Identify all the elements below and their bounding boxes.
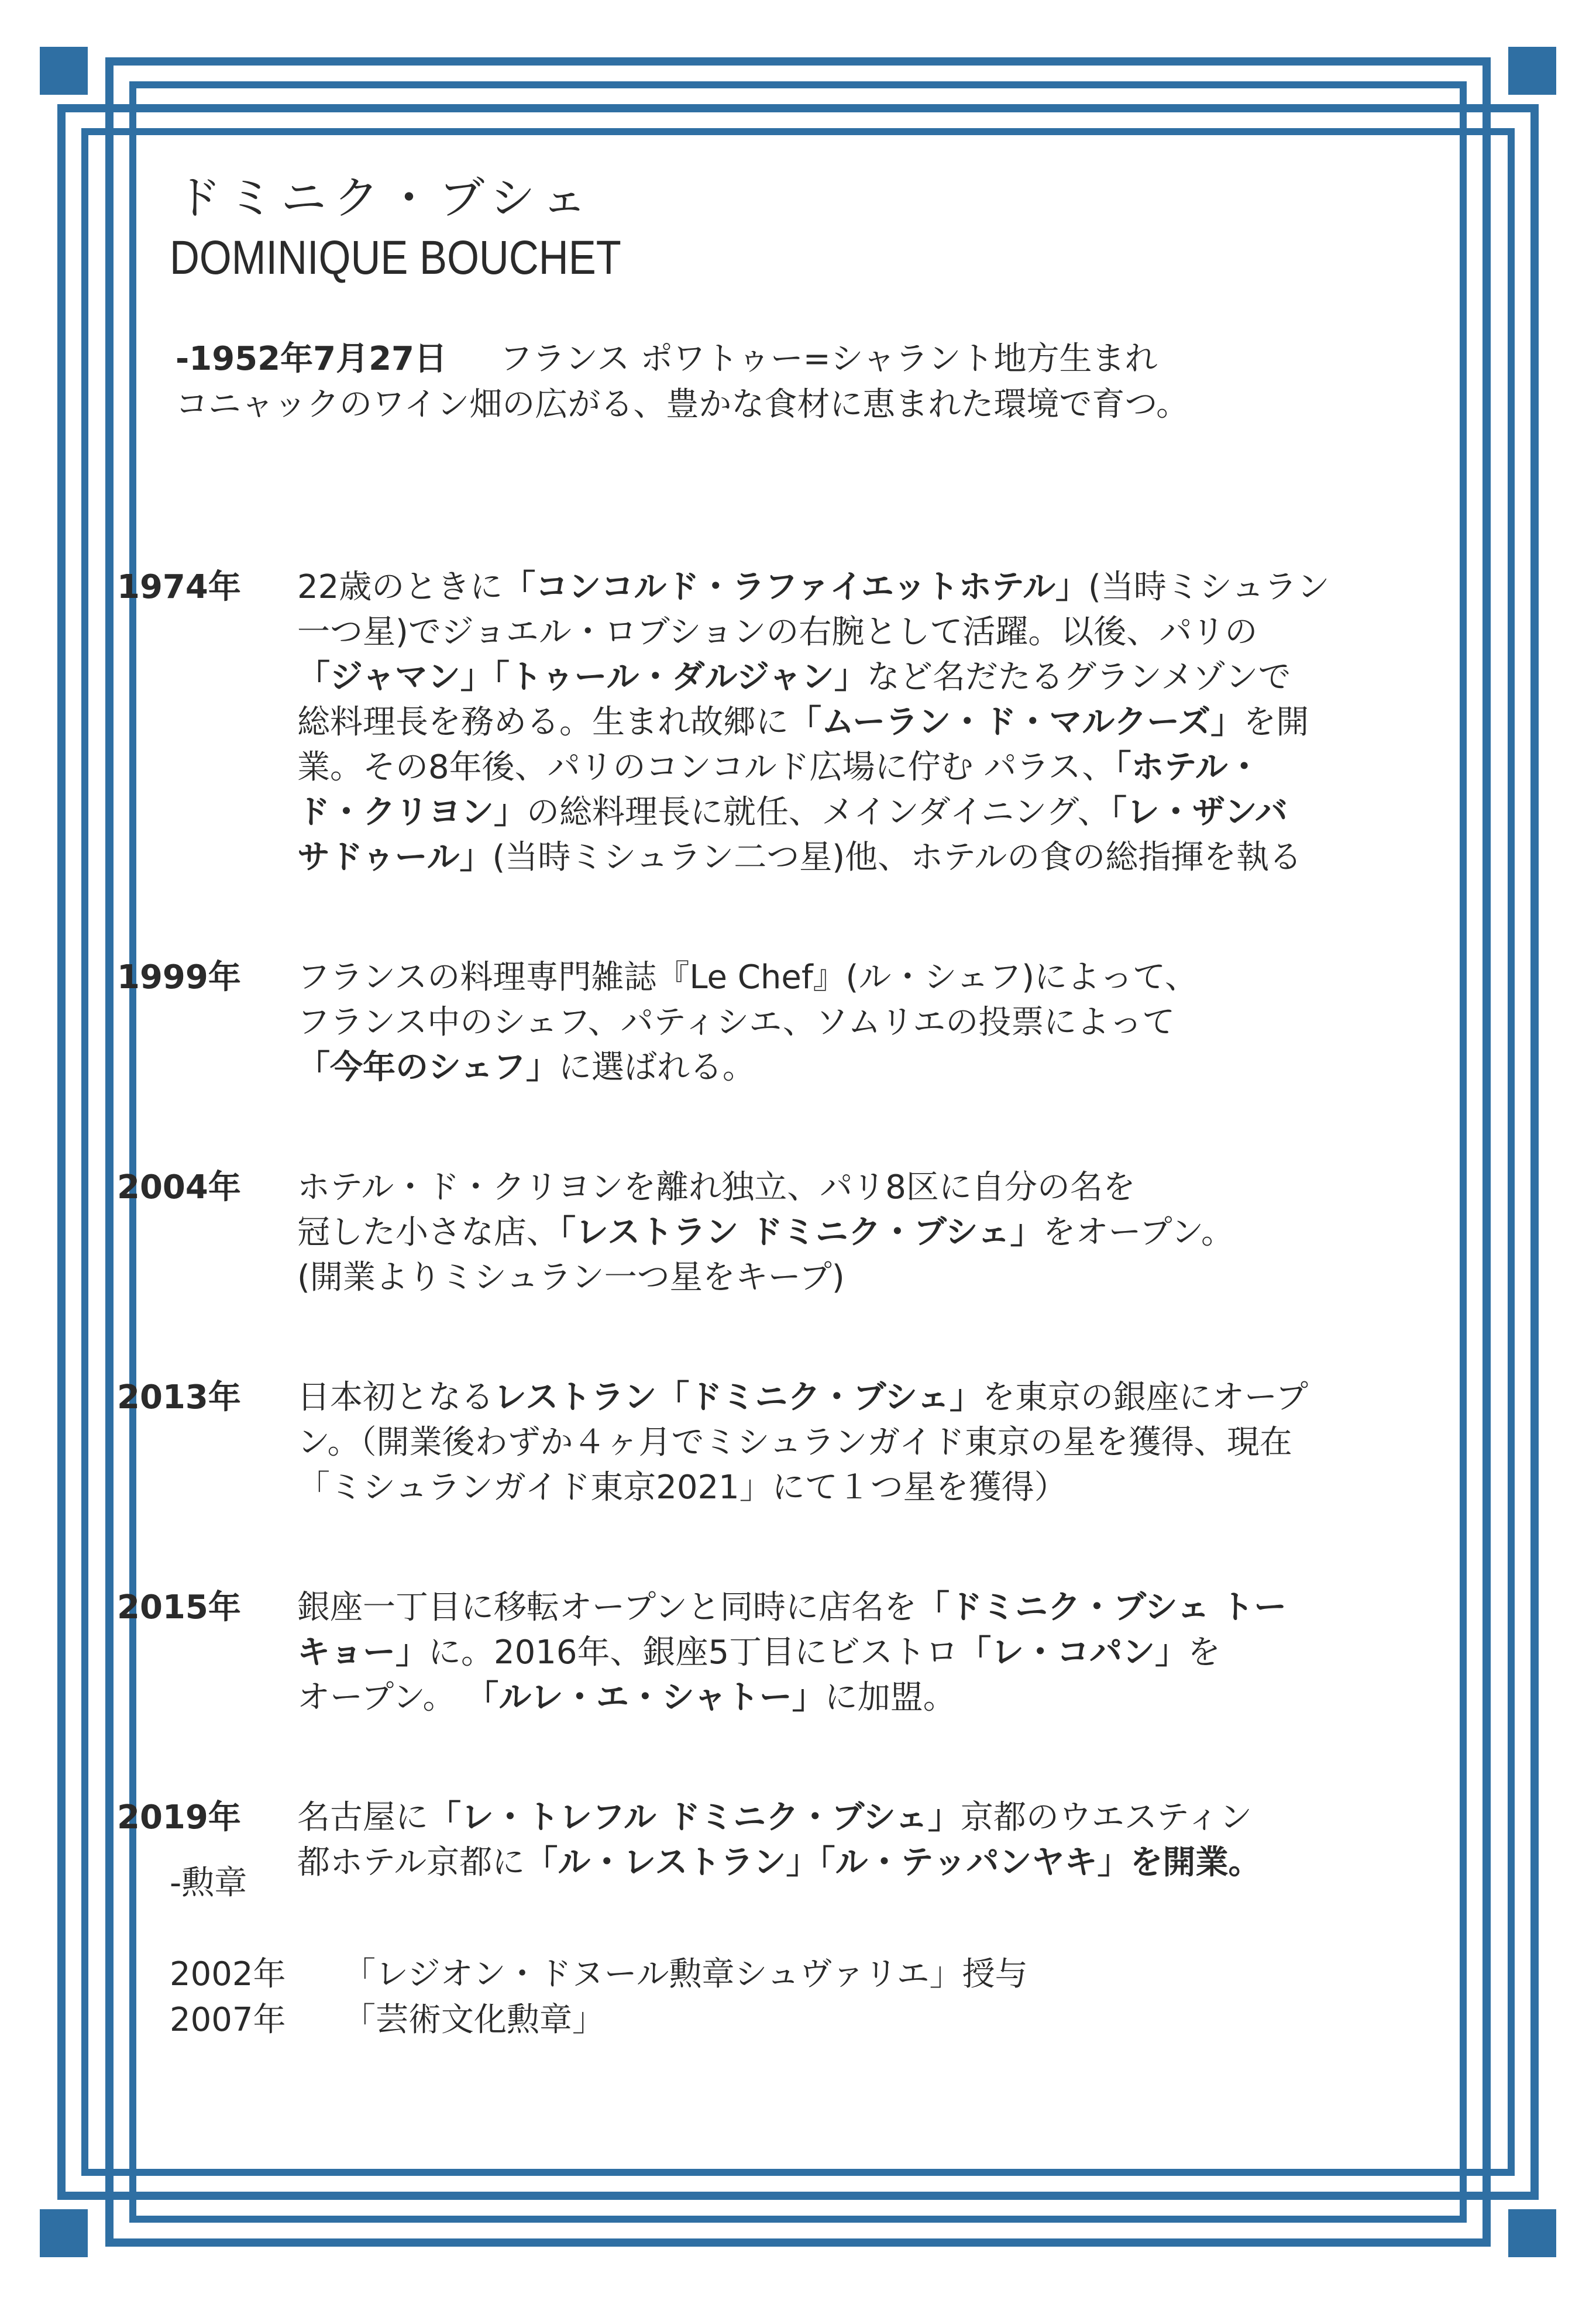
text-segment: に加盟。 bbox=[824, 1679, 956, 1717]
highlighted-name: 「ムーラン・ド・マルクーズ」 bbox=[789, 703, 1244, 741]
text-segment: (当時ミシュラン二つ星)他、ホテルの食の総指揮を執る bbox=[492, 838, 1302, 876]
highlighted-name: 「ジャマン」「トゥール・ダルジャン」 bbox=[297, 658, 867, 696]
honor-title: 「レジオン・ドヌール勲章シュヴァリエ」授与 bbox=[343, 1955, 1028, 1993]
timeline-year: 2015年 bbox=[117, 1588, 241, 1626]
description-line bbox=[297, 1420, 1498, 1465]
timeline-description bbox=[297, 1165, 1498, 1300]
timeline-entry bbox=[117, 565, 1498, 880]
description-line bbox=[297, 1375, 1498, 1420]
honors-heading: -勲章 bbox=[170, 1864, 247, 1902]
highlighted-name: 「ドミニク・ブシェ トー bbox=[916, 1588, 1287, 1626]
highlighted-name: 「今年のシェフ」 bbox=[297, 1048, 559, 1086]
text-segment: フランスの料理専門雑誌『Le Chef』(ル・シェフ)によって、 bbox=[297, 958, 1198, 996]
description-line bbox=[297, 1675, 1498, 1720]
description-line bbox=[297, 790, 1498, 835]
timeline-entry bbox=[117, 1585, 1498, 1720]
birth-place: フランス ポワトゥー=シャラント地方生まれ bbox=[500, 340, 1158, 378]
description-line bbox=[297, 1795, 1498, 1840]
text-segment: 京都のウエスティン bbox=[960, 1799, 1253, 1837]
description-line bbox=[297, 655, 1498, 700]
name-japanese: ドミニク・ブシェ bbox=[176, 172, 594, 225]
text-segment: ン。（開業後わずか４ヶ月でミシュランガイド東京の星を獲得、現在 bbox=[297, 1423, 1292, 1462]
description-line bbox=[297, 1630, 1498, 1675]
timeline-year: 2013年 bbox=[117, 1378, 241, 1416]
highlighted-name: 「コンコルド・ラファイエットホテル」 bbox=[503, 568, 1088, 606]
timeline-year: 2004年 bbox=[117, 1168, 241, 1206]
highlighted-name: 「ルレ・エ・シャトー」 bbox=[466, 1679, 825, 1717]
description-line bbox=[297, 700, 1498, 745]
description-line bbox=[297, 835, 1498, 880]
timeline-year: 1999年 bbox=[117, 958, 241, 996]
text-segment: など名だたるグランメゾンで bbox=[866, 658, 1291, 696]
text-segment: 日本初となる bbox=[297, 1378, 494, 1416]
text-segment: を bbox=[1188, 1634, 1221, 1672]
timeline-entry bbox=[117, 1375, 1498, 1510]
highlighted-name: サドゥール」 bbox=[297, 838, 493, 876]
text-segment: ホテル・ド・クリヨンを離れ独立、パリ8区に自分の名を bbox=[297, 1168, 1136, 1206]
text-segment: 冠した小さな店、 bbox=[297, 1213, 559, 1251]
timeline-entry bbox=[117, 1165, 1498, 1300]
highlighted-name: 「レ・トレフル ドミニク・ブシェ」 bbox=[428, 1799, 961, 1837]
birth-info bbox=[176, 336, 1189, 428]
birth-line bbox=[176, 336, 1189, 382]
highlighted-name: 「レ・コパン」 bbox=[958, 1634, 1188, 1672]
description-line bbox=[297, 955, 1498, 1000]
text-segment: に選ばれる。 bbox=[558, 1048, 755, 1086]
highlighted-name: 「レ・ザンバ bbox=[1110, 793, 1288, 831]
honor-item bbox=[170, 1997, 1028, 2043]
text-segment: フランス中のシェフ、パティシエ、ソムリエの投票によって bbox=[297, 1003, 1175, 1041]
description-line bbox=[297, 1210, 1498, 1255]
text-segment: 22歳のときに bbox=[297, 568, 503, 606]
text-segment: 都ホテル京都に bbox=[297, 1844, 525, 1882]
highlighted-name: 「レストラン ドミニク・ブシェ」 bbox=[559, 1213, 1043, 1251]
highlighted-name: レストラン「ドミニク・ブシェ」 bbox=[494, 1378, 982, 1416]
name-english: DOMINIQUE BOUCHET bbox=[170, 231, 621, 284]
description-line bbox=[297, 565, 1498, 610]
text-segment: 総料理長を務める。生まれ故郷に bbox=[297, 703, 789, 741]
birth-date: -1952年7月27日 bbox=[176, 340, 447, 378]
timeline-description bbox=[297, 955, 1498, 1090]
career-timeline bbox=[117, 565, 1498, 1960]
timeline-year: 2019年 bbox=[117, 1799, 241, 1837]
text-segment: を開 bbox=[1243, 703, 1309, 741]
text-segment: をオープン。 bbox=[1043, 1213, 1234, 1251]
description-line bbox=[297, 1585, 1498, 1630]
timeline-description bbox=[297, 1375, 1498, 1510]
highlighted-name: キョー」 bbox=[297, 1634, 428, 1672]
description-line bbox=[297, 610, 1498, 655]
honor-title: 「芸術文化勲章」 bbox=[343, 2001, 605, 2039]
text-segment: オープン。 bbox=[297, 1679, 466, 1717]
timeline-description bbox=[297, 1585, 1498, 1720]
description-line bbox=[297, 1465, 1498, 1510]
timeline-entry bbox=[117, 955, 1498, 1090]
highlighted-name: 「ル・レストラン」「ル・テッパンヤキ」を開業。 bbox=[525, 1844, 1261, 1882]
honors-list bbox=[170, 1952, 1028, 2043]
highlighted-name: 「ホテル・ bbox=[1115, 748, 1261, 786]
text-segment: 「ミシュランガイド東京2021」にて１つ星を獲得） bbox=[297, 1469, 1067, 1507]
description-line bbox=[297, 1165, 1498, 1210]
text-segment: 業。その8年後、パリのコンコルド広場に佇む パラス、 bbox=[297, 748, 1115, 786]
text-segment: (当時ミシュラン bbox=[1088, 568, 1330, 606]
description-line bbox=[297, 1045, 1498, 1090]
text-segment: に。2016年、銀座5丁目にビストロ bbox=[428, 1634, 959, 1672]
honor-year: 2002年 bbox=[170, 1955, 286, 1993]
description-line bbox=[297, 1255, 1498, 1300]
text-segment: 銀座一丁目に移転オープンと同時に店名を bbox=[297, 1588, 917, 1626]
text-segment: 一つ星)でジョエル・ロブションの右腕として活躍。以後、パリの bbox=[297, 613, 1258, 651]
timeline-description bbox=[297, 565, 1498, 880]
timeline-year: 1974年 bbox=[117, 568, 241, 606]
text-segment: の総料理長に就任、メインダイニング、 bbox=[527, 793, 1110, 831]
honor-year: 2007年 bbox=[170, 2001, 286, 2039]
honors-section bbox=[170, 1861, 1028, 2043]
text-segment: 名古屋に bbox=[297, 1799, 428, 1837]
highlighted-name: ド・クリヨン」 bbox=[297, 793, 527, 831]
description-line bbox=[297, 1000, 1498, 1045]
honor-item bbox=[170, 1952, 1028, 1997]
birth-description: コニャックのワイン畑の広がる、豊かな食材に恵まれた環境で育つ。 bbox=[176, 386, 1189, 424]
text-segment: を東京の銀座にオープ bbox=[982, 1378, 1309, 1416]
text-segment: (開業よりミシュラン一つ星をキープ) bbox=[297, 1258, 845, 1297]
description-line bbox=[297, 745, 1498, 790]
